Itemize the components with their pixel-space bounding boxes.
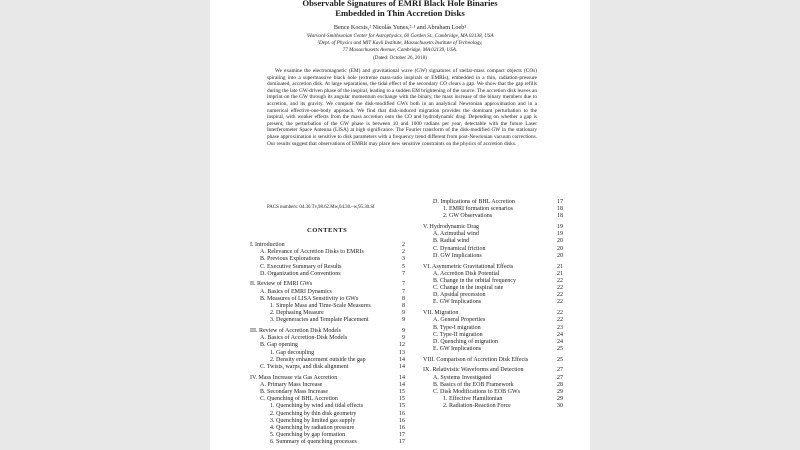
- toc-entry-page: 22: [557, 285, 563, 292]
- toc-entry-label: A. Accretion Disk Potential: [433, 270, 500, 277]
- toc-entry: [250, 317, 405, 324]
- toc-entry: [423, 299, 563, 306]
- toc-entry-page: 20: [557, 245, 563, 252]
- affiliation-2: ²Dept. of Physics and MIT Kavli Institute, Massachusetts Institute of Technology,: [317, 40, 483, 46]
- toc-entry: [423, 346, 563, 353]
- toc-entry-label: 2. GW Observations: [443, 213, 493, 220]
- toc-entry: [250, 264, 405, 271]
- contents-heading: CONTENTS: [307, 227, 348, 234]
- paper-title-line1: Observable Signatures of EMRI Black Hole Binaries: [302, 0, 498, 8]
- toc-entry-page: 22: [557, 277, 563, 284]
- toc-entry-label: D. GW Implications: [433, 252, 482, 259]
- toc-entry-page: 15: [399, 396, 405, 403]
- toc-entry: [423, 271, 563, 278]
- toc-entry-label: IX. Relativistic Waveforms and Detection: [423, 367, 524, 374]
- toc-entry-page: 17: [399, 439, 405, 446]
- toc-entry-page: 2: [402, 242, 405, 248]
- toc-entry: [423, 206, 563, 213]
- toc-entry: [250, 281, 405, 288]
- toc-entry-page: 22: [557, 299, 563, 306]
- toc-entry: [250, 411, 405, 418]
- toc-entry-label: D. Apsidal precession: [433, 292, 486, 299]
- toc-entry-page: 22: [557, 292, 563, 299]
- toc-entry: [250, 418, 405, 425]
- toc-entry-label: C. Executive Summary of Results: [260, 263, 342, 270]
- toc-entry-label: 1. Simple Mass and Time-Scale Measures: [270, 303, 371, 309]
- toc-entry-page: 21: [557, 270, 563, 277]
- toc-entry-label: A. Primary Mass Increase: [260, 381, 323, 388]
- toc-entry-label: B. Basics of the EOB Framework: [433, 381, 514, 388]
- toc-entry-label: IV. Mass Increase via Gas Accretion: [250, 374, 338, 381]
- toc-entry-label: 5. Quenching by gap formation: [270, 432, 346, 439]
- toc-entry-page: 29: [557, 389, 563, 395]
- toc-entry-page: 8: [402, 303, 405, 309]
- toc-entry-page: 27: [557, 367, 563, 374]
- toc-entry-label: A. General Properties: [433, 317, 486, 324]
- toc-entry-label: I. Introduction: [250, 242, 285, 248]
- toc-entry: [423, 367, 563, 374]
- toc-entry: [423, 292, 563, 299]
- toc-entry: [423, 382, 563, 389]
- toc-entry-label: A. Basics of Accretion-Disk Models: [260, 335, 348, 342]
- toc-entry-page: 9: [402, 317, 405, 324]
- toc-entry-page: 5: [402, 263, 405, 270]
- paper-authors: Bence Kocsis,¹ Nicolás Yunes,²·¹ and Abraham Loeb¹: [333, 24, 467, 31]
- toc-entry: [423, 264, 563, 271]
- toc-entry-label: VI. Asymmetric Gravitational Effects: [423, 263, 514, 270]
- toc-entry-label: 4. Quenching by radiation pressure: [270, 425, 355, 431]
- toc-entry-page: 25: [557, 356, 563, 363]
- toc-entry-label: 2. Quenching by thin disk geometry: [270, 410, 357, 417]
- toc-entry-label: B. Measures of LISA Sensitivity to GWs: [260, 295, 359, 302]
- toc-entry-label: E. GW Implications: [433, 346, 482, 353]
- toc-entry: [423, 278, 563, 285]
- toc-entry-label: C. Quenching of BHL Accretion: [260, 396, 338, 403]
- toc-entry-label: A. Relevance of Accretion Disks to EMRIs: [260, 249, 364, 256]
- toc-entry-page: 9: [402, 335, 405, 342]
- toc-entry: [423, 238, 563, 245]
- toc-entry: [250, 375, 405, 382]
- toc-entry-page: 28: [557, 381, 563, 388]
- toc-entry-page: 7: [402, 270, 405, 277]
- toc-left-column: [250, 242, 405, 447]
- toc-entry-page: 14: [399, 381, 405, 388]
- toc-entry: [423, 339, 563, 346]
- toc-entry-page: 18: [557, 206, 563, 213]
- toc-entry-label: B. Gap opening: [260, 342, 298, 349]
- toc-entry-label: B. Type-I migration: [433, 324, 481, 331]
- toc-entry-page: 29: [557, 396, 563, 403]
- toc-entry: [250, 271, 405, 278]
- toc-entry-page: 16: [399, 410, 405, 417]
- toc-entry-label: 2. Radiation-Reaction Force: [443, 403, 511, 410]
- toc-entry-page: 14: [399, 364, 405, 370]
- toc-entry: [423, 213, 563, 220]
- toc-entry-label: A. Basics of EMRI Dynamics: [260, 288, 332, 295]
- toc-entry-page: 7: [402, 288, 405, 295]
- toc-entry: [423, 325, 563, 332]
- toc-entry-page: 21: [557, 263, 563, 270]
- toc-entry-page: 30: [557, 403, 563, 410]
- toc-entry-page: 14: [399, 374, 405, 381]
- toc-entry-page: 27: [557, 374, 563, 381]
- toc-entry-label: B. Radial wind: [433, 238, 470, 245]
- toc-entry-label: C. Twists, warps, and disk alignment: [260, 364, 349, 370]
- toc-entry: [250, 364, 405, 371]
- toc-entry-label: C. Disk Modifications to EOB GWs: [433, 389, 520, 395]
- toc-entry-page: 24: [557, 331, 563, 338]
- toc-entry-page: 16: [399, 425, 405, 431]
- toc-entry-label: D. Implications of BHL Accretion: [433, 199, 515, 205]
- toc-entry-label: 3. Degeneracies and Template Placement: [270, 317, 369, 324]
- toc-entry-label: B. Secondary Mass Increase: [260, 389, 328, 396]
- paper-page: [210, 0, 590, 450]
- toc-entry-label: 1. Gap decoupling: [270, 349, 315, 356]
- toc-entry-label: E. GW Implications: [433, 299, 482, 306]
- toc-entry-label: 6. Summary of quenching processes: [270, 439, 357, 446]
- toc-entry-page: 14: [399, 356, 405, 363]
- toc-entry-page: 18: [557, 213, 563, 220]
- toc-entry-page: 8: [402, 295, 405, 302]
- toc-entry: [423, 231, 563, 238]
- toc-entry: [250, 256, 405, 263]
- toc-entry: [423, 403, 563, 410]
- toc-entry: [250, 382, 405, 389]
- toc-entry-label: 1. Quenching by wind and tidal effects: [270, 403, 364, 410]
- toc-entry-label: C. Type-II migration: [433, 331, 483, 338]
- toc-entry-page: 2: [402, 249, 405, 256]
- toc-entry: [423, 310, 563, 317]
- toc-entry-page: 17: [557, 199, 563, 205]
- toc-entry-label: II. Review of EMRI GWs: [250, 281, 313, 288]
- toc-entry-page: 23: [557, 324, 563, 331]
- toc-entry-page: 13: [399, 349, 405, 356]
- toc-entry: [250, 249, 405, 256]
- toc-entry-page: 16: [399, 417, 405, 424]
- toc-entry-label: C. Dynamical friction: [433, 245, 486, 252]
- toc-entry: [250, 403, 405, 410]
- affiliation-1: ¹Harvard-Smithsonian Center for Astrophysics, 60 Garden St., Cambridge, MA 02138, USA: [306, 33, 494, 39]
- toc-entry: [250, 357, 405, 364]
- toc-entry: [250, 335, 405, 342]
- toc-entry-label: 3. Quenching by limited gas supply: [270, 417, 356, 424]
- affiliation-3: 77 Massachusetts Avenue, Cambridge, MA 02139, USA.: [342, 47, 458, 53]
- toc-entry: [423, 253, 563, 260]
- toc-entry: [250, 350, 405, 357]
- toc-entry: [250, 289, 405, 296]
- toc-entry-label: C. Change in the inspiral rate: [433, 285, 504, 292]
- toc-entry-label: 2. Dephasing Measure: [270, 310, 324, 317]
- toc-entry-page: 15: [399, 389, 405, 396]
- toc-entry: [250, 439, 405, 446]
- toc-entry-label: 1. Effective Hamiltonian: [443, 396, 503, 403]
- toc-entry-label: B. Previous Explorations: [260, 256, 321, 263]
- toc-entry: [250, 303, 405, 310]
- toc-entry-page: 20: [557, 252, 563, 259]
- toc-entry-page: 20: [557, 238, 563, 245]
- toc-entry: [250, 310, 405, 317]
- toc-entry: [250, 342, 405, 349]
- toc-entry-page: 17: [399, 432, 405, 439]
- toc-entry: [423, 332, 563, 339]
- toc-entry-page: 3: [402, 256, 405, 263]
- dated-line: (Dated: October 26, 2018): [373, 55, 427, 61]
- toc-entry: [423, 396, 563, 403]
- toc-entry-page: 9: [402, 328, 405, 335]
- toc-entry-page: 12: [399, 342, 405, 349]
- toc-entry-page: 25: [557, 346, 563, 353]
- toc-entry-page: 22: [557, 317, 563, 324]
- toc-entry: [423, 224, 563, 231]
- paper-title-line2: Embedded in Thin Accretion Disks: [335, 8, 465, 18]
- toc-entry-label: D. Organization and Conventions: [260, 270, 341, 277]
- pacs-numbers: PACS numbers: 04.30.Tv,98.62.Mw,04.30.–w,95.30.Sf: [267, 205, 375, 210]
- toc-entry: [423, 357, 563, 364]
- toc-entry-page: 15: [399, 403, 405, 410]
- toc-entry: [423, 285, 563, 292]
- toc-entry-label: A. Systems Investigated: [433, 374, 492, 381]
- toc-entry-label: 2. Density enhancement outside the gap: [270, 356, 366, 363]
- toc-entry-label: VIII. Comparison of Accretion Disk Effects: [423, 356, 529, 363]
- toc-entry: [423, 375, 563, 382]
- toc-entry-label: D. Quenching of migration: [433, 338, 498, 345]
- toc-entry-page: 24: [557, 338, 563, 345]
- toc-entry-label: III. Review of Accretion Disk Models: [250, 328, 341, 335]
- toc-entry-page: 19: [557, 224, 563, 231]
- toc-entry-label: VII. Migration: [423, 310, 459, 317]
- toc-entry-label: 1. EMRI formation scenarios: [443, 206, 513, 213]
- toc-entry-label: V. Hydrodynamic Drag: [423, 224, 480, 231]
- toc-entry-page: 22: [557, 310, 563, 317]
- toc-right-column: [423, 199, 563, 411]
- abstract: We examine the electromagnetic (EM) and gravitational wave (GW) signatures of stellar-mass compact objects (COs) spiraling into a supermassive black hole (extreme mass-ratio inspirals or EMRIs), embedded in a thin, radiation-pressure dominated, accretion disk. At large separations, the tidal effect of the secondary CO clears a gap. We show that the gap refills during the late GW-driven phase of the inspiral, leading to a sudden EM brightening of the source. The accretion disk leaves an imprint on the GW through its angular momentum exchange with the binary, the mass increase of the binary members due to accretion, and its gravity. We compute the disk-modified GWs both in an analytical Newtonian approximation and in a numerical effective-one-body approach. We find that disk-induced migration provides the dominant perturbation to the inspiral, with weaker effects from the mass accretion onto the CO and hydrodynamic drag. Depending on whether a gap is present, the perturbation of the GW phase is between 10 and 1000 radians per year, detectable with the future Laser Interferometer Space Antenna (LISA) at high significance. The Fourier transform of the disk-modified GW in the stationary phase approximation is sensitive to disk parameters with a frequency trend different from post-Newtonian vacuum corrections. Our results suggest that observations of EMRIs may place new sensitive constraints on the physics of accretion disks.: [267, 68, 537, 147]
- toc-entry: [423, 246, 563, 253]
- toc-entry-label: B. Change in the orbital frequency: [433, 277, 516, 284]
- toc-entry-page: 7: [402, 281, 405, 288]
- toc-entry: [423, 317, 563, 324]
- toc-entry-page: 19: [557, 231, 563, 238]
- toc-entry-label: A. Azimuthal wind: [433, 231, 479, 238]
- toc-entry-page: 9: [402, 310, 405, 317]
- toc-entry: [250, 296, 405, 303]
